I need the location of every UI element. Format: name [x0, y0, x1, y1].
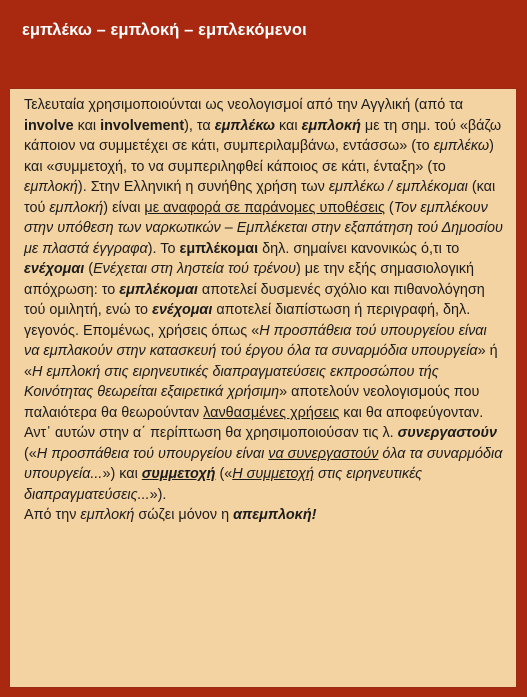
text-run: Η προσπάθεια τού υπουργείου είναι να εμπλακούν στην κατασκευή τού έργου όλα τα συναρμόδια υπουργεία: [24, 322, 487, 359]
text-run: να συνεργαστούν: [268, 445, 379, 462]
text-run: Η συμμετοχή: [232, 466, 314, 482]
text-run: Τελευταία χρησιμοποιούνται ως νεολογισμοί από την Αγγλική (από τα: [24, 97, 464, 113]
text-run: με αναφορά σε παράνομες υποθέσεις: [144, 199, 385, 216]
text-run: εμπλοκή: [24, 179, 78, 195]
text-run: λανθασμένες χρήσεις: [203, 404, 340, 421]
text-run: στις ειρηνευτικές διαπραγματεύσεις...: [24, 466, 423, 503]
text-run: involvement: [100, 117, 185, 134]
text-run: » ή «: [24, 343, 498, 380]
text-run: ). Στην Ελληνική η συνήθης χρήση των: [77, 179, 329, 195]
text-run: συνεργαστούν: [397, 425, 497, 441]
text-run: σώζει μόνον η: [134, 507, 234, 523]
text-run: ). Το: [147, 240, 180, 257]
text-run: εμπλέκομαι: [119, 281, 198, 298]
text-run: («: [24, 445, 37, 462]
text-run: εμπλοκή: [80, 507, 135, 523]
text-run: (και τού: [24, 179, 496, 216]
text-run: συμμετοχή: [141, 466, 216, 482]
text-run: εμπλοκή: [301, 117, 361, 134]
text-run: ) με την εξής σημασιολογική απόχρωση: το: [24, 261, 475, 298]
text-run: όλα τα συναρμόδια υπουργεία...: [24, 445, 503, 482]
text-run: (: [384, 199, 394, 216]
article-card: [9, 88, 517, 688]
text-run: με τη σημ. τού «βάζω κάποιον να συμμετέχει σε κάτι, συμπεριλαμβάνω, εντάσσω» (το: [24, 117, 502, 154]
text-run: αποτελεί δυσμενές σχόλιο και πιθανολόγηση τού ομιλητή, ενώ το: [24, 281, 485, 318]
text-run: ), τα: [184, 117, 215, 134]
text-run: και: [73, 117, 101, 134]
text-run: Από την: [24, 507, 81, 523]
text-run: («: [215, 466, 233, 482]
page-title: εμπλέκω – εμπλοκή – εμπλεκόμενοι: [22, 21, 307, 39]
text-run: »).: [149, 486, 167, 503]
text-run: εμπλέκομαι: [179, 240, 259, 257]
text-run: ενέχομαι: [152, 302, 213, 318]
text-run: Η προσπάθεια τού υπουργείου είναι: [36, 445, 269, 462]
text-run: και θα αποφεύγονταν. Αντ᾽ αυτών στην α΄ περίπτωση θα χρησιμοποιούσαν τις λ.: [24, 404, 484, 441]
article-paragraph: [24, 95, 506, 505]
text-run: Η εμπλοκή στις ειρηνευτικές διαπραγματεύσεις εκπροσώπου τής Κοινότητας θεωρείται εξαιρετικά χρήσιμη: [24, 363, 439, 400]
text-run: και: [275, 117, 302, 134]
text-run: ) είναι: [103, 199, 145, 216]
text-run: εμπλοκή: [49, 199, 104, 216]
text-run: εμπλέκω / εμπλέκομαι: [328, 179, 468, 195]
text-run: ») και: [102, 466, 142, 482]
text-run: involve: [24, 117, 74, 134]
text-run: εμπλέκω: [433, 138, 490, 154]
text-run: Τον εμπλέκουν στην υπόθεση των ναρκωτικών – Εμπλέκεται στην εξαπάτηση τού Δημοσίου με πλαστά έγγραφα: [24, 199, 503, 257]
text-run: απεμπλοκή!: [233, 507, 317, 523]
text-run: ) και «συμμετοχή, το να συμπεριληφθεί κάποιος σε κάτι, ένταξη» (το: [24, 138, 494, 175]
text-run: ενέχομαι: [24, 261, 85, 277]
text-run: αποτελεί διαπίστωση ή περιγραφή, δηλ. γεγονός. Επομένως, χρήσεις όπως «: [24, 302, 471, 339]
text-run: εμπλέκω: [214, 117, 276, 134]
article-closing-line: [24, 505, 506, 526]
text-run: δηλ. σημαίνει κανονικώς ό,τι το: [258, 240, 460, 257]
text-run: Ενέχεται στη ληστεία τού τρένου: [93, 261, 297, 277]
text-run: (: [84, 261, 94, 277]
text-run: » αποτελούν νεολογισμούς που παλαιότερα θα θεωρούνταν: [24, 384, 480, 421]
